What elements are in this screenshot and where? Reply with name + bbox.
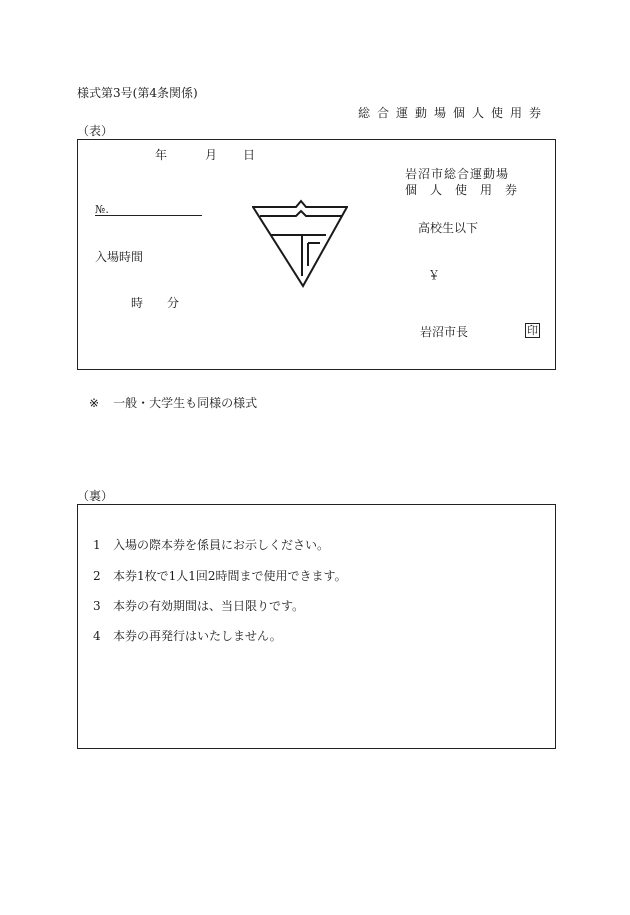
number-label: №. [95, 203, 109, 216]
rule-number: 4 [93, 629, 101, 643]
rule-text: 本券の再発行はいたしません。 [113, 629, 282, 643]
ticket-category: 高校生以下 [418, 221, 479, 235]
rule-number: 3 [93, 599, 101, 613]
date-year: 年 [155, 148, 168, 162]
rule-number: 1 [93, 538, 101, 552]
ticket-type: 個人使用券 [405, 183, 531, 197]
ticket-heading: 総合運動場個人使用券 [358, 106, 549, 120]
time-hour: 時 [131, 296, 144, 310]
seal-stamp: 印 [527, 324, 538, 337]
date-day: 日 [243, 148, 256, 162]
rule-item [93, 538, 329, 552]
note-text: 一般・大学生も同様の様式 [113, 396, 258, 410]
city-emblem-icon [252, 199, 348, 289]
format-note [89, 396, 257, 410]
rule-text: 入場の際本券を係員にお示しください。 [113, 538, 330, 552]
number-underline [95, 215, 202, 216]
entry-time-fields [131, 296, 179, 310]
rule-text: 本券の有効期間は、当日限りです。 [113, 599, 305, 613]
date-month: 月 [205, 148, 218, 162]
form-number: 様式第3号(第4条関係) [77, 86, 198, 100]
note-mark: ※ [89, 396, 100, 410]
price-yen-sign: ￥ [428, 268, 441, 282]
rule-item [93, 599, 304, 613]
rule-number: 2 [93, 569, 101, 583]
rule-item [93, 569, 347, 583]
rule-text: 本券1枚で1人1回2時間まで使用できます。 [113, 569, 347, 583]
front-side-label: （表） [77, 124, 114, 138]
entry-time-label: 入場時間 [95, 250, 144, 264]
date-line [155, 148, 255, 162]
facility-name: 岩沼市総合運動場 [405, 167, 510, 181]
issuer-name: 岩沼市長 [420, 325, 469, 339]
rule-item [93, 629, 282, 643]
back-side-label: （裏） [77, 489, 114, 503]
time-minute: 分 [167, 296, 180, 310]
